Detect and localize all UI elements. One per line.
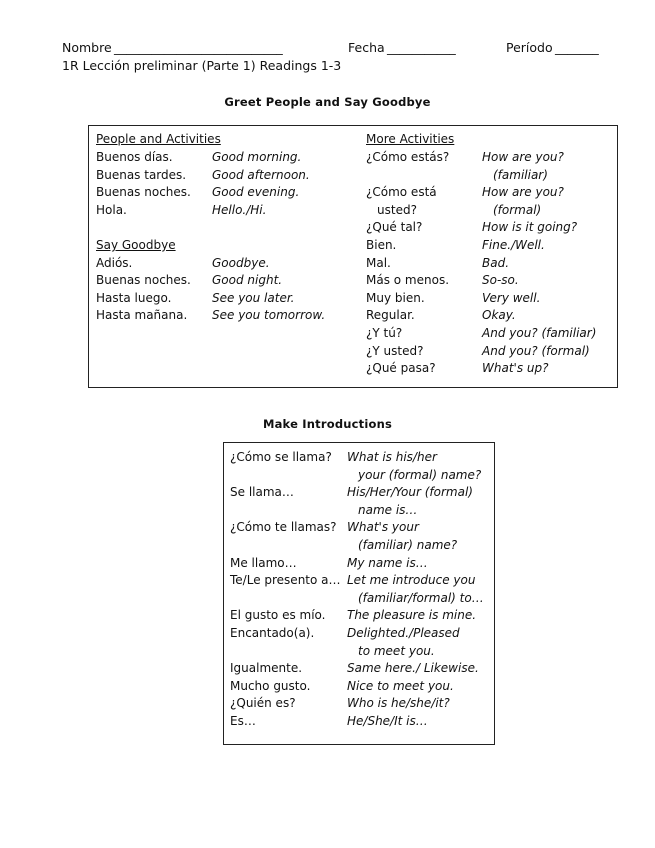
more-english-translation: (formal): [493, 202, 542, 217]
intro-english-translation: Delighted./Pleased: [347, 626, 460, 640]
greet-spanish-phrase: Buenas tardes.: [96, 167, 187, 182]
intro-spanish-phrase: Te/Le presento a…: [230, 573, 341, 588]
more-english-translation: Bad.: [482, 255, 510, 270]
intro-english-translation: to meet you.: [358, 643, 435, 658]
greet-title: Greet People and Say Goodbye: [224, 95, 431, 109]
intro-english-translation: My name is…: [347, 555, 428, 570]
intro-english-translation: Nice to meet you.: [347, 678, 454, 693]
greet-spanish-phrase: Buenos días.: [96, 150, 173, 164]
more-spanish-phrase: ¿Qué pasa?: [366, 361, 436, 376]
goodbye-spanish-phrase: Buenas noches.: [96, 273, 191, 288]
intro-english-translation: Let me introduce you: [347, 573, 476, 588]
goodbye-spanish-phrase: Hasta luego.: [96, 290, 172, 305]
intro-title: Make Introductions: [262, 417, 393, 431]
intro-spanish-phrase: ¿Cómo te llamas?: [230, 520, 337, 535]
nombre-blank: ___________________________: [114, 40, 283, 55]
intro-english-translation: What's your: [347, 520, 419, 535]
intro-box: [223, 442, 495, 745]
say-goodbye-heading: Say Goodbye: [96, 238, 176, 252]
intro-spanish-phrase: Encantado(a).: [230, 626, 315, 640]
periodo-label: Período: [506, 40, 553, 55]
more-english-translation: How are you?: [482, 185, 564, 200]
people-activities-heading: People and Activities: [96, 132, 221, 146]
nombre-label: Nombre: [62, 40, 112, 55]
more-english-translation: Fine./Well.: [482, 238, 545, 252]
more-spanish-phrase: Bien.: [366, 238, 397, 252]
intro-spanish-phrase: Igualmente.: [230, 661, 303, 676]
more-spanish-phrase: ¿Y usted?: [366, 343, 424, 358]
more-english-translation: Very well.: [482, 290, 541, 305]
greet-spanish-phrase: Buenas noches.: [96, 185, 191, 200]
more-spanish-phrase: Mal.: [366, 255, 391, 270]
more-english-translation: How is it going?: [482, 220, 578, 235]
more-spanish-phrase: ¿Y tú?: [366, 326, 403, 340]
intro-spanish-phrase: El gusto es mío.: [230, 608, 326, 623]
greet-box: [88, 125, 618, 388]
more-spanish-phrase: ¿Cómo estás?: [366, 150, 450, 164]
more-spanish-phrase: usted?: [377, 202, 417, 217]
intro-english-translation: (familiar/formal) to…: [358, 590, 484, 605]
intro-english-translation: The pleasure is mine.: [347, 608, 477, 623]
goodbye-english-translation: See you tomorrow.: [212, 308, 326, 323]
intro-spanish-phrase: Me llamo…: [230, 555, 297, 570]
intro-spanish-phrase: Se llama…: [230, 485, 294, 500]
fecha-blank: ___________: [387, 40, 456, 55]
goodbye-english-translation: Good night.: [212, 273, 283, 288]
intro-english-translation: your (formal) name?: [358, 467, 482, 482]
more-english-translation: And you? (familiar): [482, 326, 597, 340]
goodbye-english-translation: See you later.: [212, 290, 295, 305]
more-activities-heading: More Activities: [366, 132, 455, 146]
intro-english-translation: (familiar) name?: [358, 538, 458, 552]
greet-spanish-phrase: Hola.: [96, 202, 127, 217]
goodbye-spanish-phrase: Hasta mañana.: [96, 308, 188, 323]
more-english-translation: (familiar): [493, 167, 548, 182]
more-spanish-phrase: ¿Qué tal?: [366, 220, 423, 235]
more-english-translation: How are you?: [482, 150, 564, 164]
intro-english-translation: What is his/her: [347, 450, 437, 464]
intro-english-translation: Same here./ Likewise.: [347, 661, 479, 676]
greet-english-translation: Hello./Hi.: [212, 202, 267, 217]
intro-english-translation: He/She/It is…: [347, 714, 428, 728]
more-spanish-phrase: Más o menos.: [366, 273, 450, 288]
more-english-translation: What's up?: [482, 361, 549, 376]
subtitle: 1R Lección preliminar (Parte 1) Readings 1-3: [62, 58, 342, 73]
intro-english-translation: Who is he/she/it?: [347, 696, 450, 711]
more-spanish-phrase: ¿Cómo está: [366, 185, 437, 200]
intro-spanish-phrase: ¿Quién es?: [230, 696, 296, 711]
intro-spanish-phrase: Es…: [230, 714, 256, 728]
more-english-translation: Okay.: [482, 308, 516, 323]
greet-english-translation: Good afternoon.: [212, 167, 310, 182]
periodo-blank: _______: [555, 40, 599, 55]
intro-spanish-phrase: ¿Cómo se llama?: [230, 450, 332, 464]
greet-english-translation: Good morning.: [212, 150, 302, 164]
intro-spanish-phrase: Mucho gusto.: [230, 678, 311, 693]
intro-english-translation: name is…: [358, 502, 418, 517]
goodbye-spanish-phrase: Adiós.: [96, 255, 133, 270]
greet-english-translation: Good evening.: [212, 185, 300, 200]
more-spanish-phrase: Muy bien.: [366, 290, 425, 305]
intro-english-translation: His/Her/Your (formal): [347, 485, 473, 500]
fecha-label: Fecha: [348, 40, 385, 55]
more-english-translation: And you? (formal): [482, 343, 590, 358]
more-english-translation: So-so.: [482, 273, 519, 288]
more-spanish-phrase: Regular.: [366, 308, 415, 323]
goodbye-english-translation: Goodbye.: [212, 255, 270, 270]
